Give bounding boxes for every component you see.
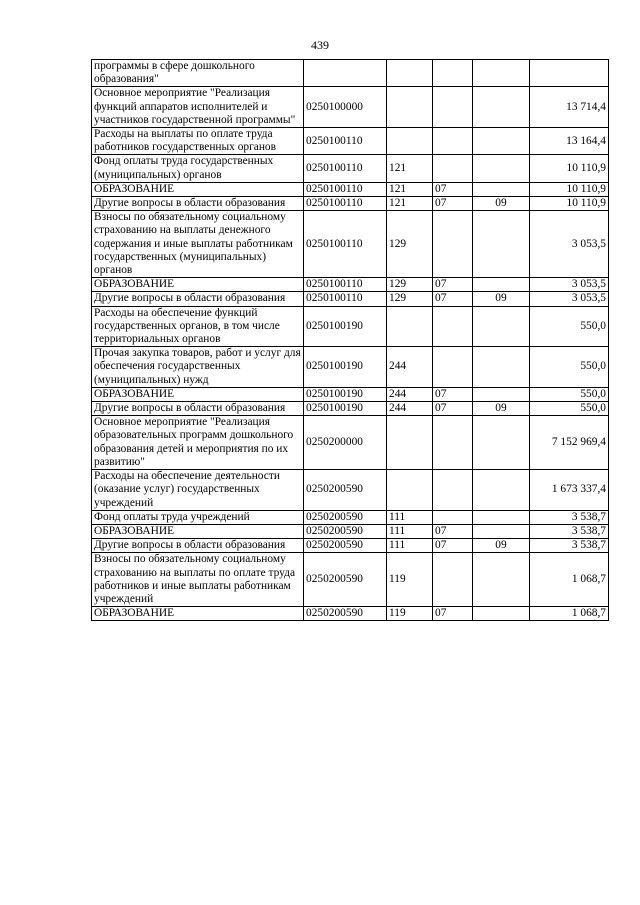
expense-type-code-cell: 244 [387, 402, 433, 416]
expense-type-code-cell: 111 [387, 524, 433, 538]
subsection-code-cell [473, 510, 530, 524]
target-article-code-cell: 0250100000 [304, 87, 387, 128]
expense-name-cell: ОБРАЗОВАНИЕ [92, 387, 304, 401]
expense-type-code-cell: 244 [387, 387, 433, 401]
table-row [92, 387, 609, 401]
subsection-code-cell [473, 278, 530, 292]
target-article-code-cell [304, 60, 387, 87]
section-code-cell: 07 [433, 539, 473, 553]
subsection-code-cell: 09 [473, 539, 530, 553]
expense-name-cell: Основное мероприятие "Реализация функций аппаратов исполнителей и участников государственной программы" [92, 87, 304, 128]
expense-type-code-cell: 129 [387, 292, 433, 306]
expense-type-code-cell [387, 416, 433, 470]
target-article-code-cell: 0250100110 [304, 182, 387, 196]
table-row [92, 182, 609, 196]
section-code-cell: 07 [433, 292, 473, 306]
target-article-code-cell: 0250200000 [304, 416, 387, 470]
section-code-cell [433, 155, 473, 182]
budget-table-body [92, 60, 609, 621]
target-article-code-cell: 0250100110 [304, 197, 387, 211]
expense-name-cell: Расходы на выплаты по оплате труда работников государственных органов [92, 128, 304, 155]
expense-name-cell: Другие вопросы в области образования [92, 539, 304, 553]
expense-type-code-cell [387, 470, 433, 511]
amount-cell: 10 110,9 [530, 155, 609, 182]
amount-cell: 550,0 [530, 306, 609, 347]
expense-type-code-cell: 129 [387, 211, 433, 278]
target-article-code-cell: 0250100110 [304, 128, 387, 155]
subsection-code-cell [473, 211, 530, 278]
section-code-cell: 07 [433, 402, 473, 416]
section-code-cell: 07 [433, 607, 473, 621]
table-row [92, 470, 609, 511]
expense-type-code-cell: 121 [387, 197, 433, 211]
expense-name-cell: программы в сфере дошкольного образования" [92, 60, 304, 87]
expense-name-cell: Взносы по обязательному социальному страхованию на выплаты денежного содержания и иные выплаты работникам государственных (муниципальных) органов [92, 211, 304, 278]
target-article-code-cell: 0250100110 [304, 292, 387, 306]
table-row [92, 553, 609, 607]
target-article-code-cell: 0250200590 [304, 539, 387, 553]
section-code-cell [433, 60, 473, 87]
target-article-code-cell: 0250100190 [304, 306, 387, 347]
expense-type-code-cell [387, 60, 433, 87]
expense-name-cell: ОБРАЗОВАНИЕ [92, 524, 304, 538]
expense-name-cell: Взносы по обязательному социальному страхованию на выплаты по оплате труда работников и иные выплаты работникам учреждений [92, 553, 304, 607]
table-row [92, 197, 609, 211]
section-code-cell [433, 128, 473, 155]
expense-name-cell: Другие вопросы в области образования [92, 197, 304, 211]
subsection-code-cell [473, 306, 530, 347]
amount-cell: 10 110,9 [530, 182, 609, 196]
expense-type-code-cell [387, 87, 433, 128]
subsection-code-cell [473, 347, 530, 388]
expense-name-cell: ОБРАЗОВАНИЕ [92, 607, 304, 621]
subsection-code-cell [473, 128, 530, 155]
expense-type-code-cell: 111 [387, 510, 433, 524]
target-article-code-cell: 0250200590 [304, 510, 387, 524]
target-article-code-cell: 0250200590 [304, 553, 387, 607]
expense-name-cell: ОБРАЗОВАНИЕ [92, 182, 304, 196]
table-row [92, 292, 609, 306]
expense-type-code-cell: 119 [387, 607, 433, 621]
target-article-code-cell: 0250100110 [304, 211, 387, 278]
amount-cell: 1 068,7 [530, 607, 609, 621]
amount-cell: 550,0 [530, 347, 609, 388]
expense-type-code-cell: 111 [387, 539, 433, 553]
target-article-code-cell: 0250200590 [304, 470, 387, 511]
amount-cell: 3 053,5 [530, 292, 609, 306]
subsection-code-cell: 09 [473, 197, 530, 211]
table-row [92, 128, 609, 155]
table-row [92, 60, 609, 87]
amount-cell: 3 538,7 [530, 510, 609, 524]
page-number: 439 [311, 38, 329, 52]
section-code-cell [433, 306, 473, 347]
subsection-code-cell [473, 553, 530, 607]
expense-type-code-cell: 244 [387, 347, 433, 388]
subsection-code-cell [473, 155, 530, 182]
table-row [92, 347, 609, 388]
table-row [92, 510, 609, 524]
table-row [92, 155, 609, 182]
table-row [92, 87, 609, 128]
target-article-code-cell: 0250100190 [304, 387, 387, 401]
table-row [92, 306, 609, 347]
target-article-code-cell: 0250100190 [304, 347, 387, 388]
amount-cell: 3 538,7 [530, 539, 609, 553]
amount-cell: 13 714,4 [530, 87, 609, 128]
table-row [92, 402, 609, 416]
expense-name-cell: Другие вопросы в области образования [92, 402, 304, 416]
amount-cell: 10 110,9 [530, 197, 609, 211]
target-article-code-cell: 0250100110 [304, 278, 387, 292]
amount-cell [530, 60, 609, 87]
subsection-code-cell [473, 416, 530, 470]
section-code-cell: 07 [433, 524, 473, 538]
target-article-code-cell: 0250200590 [304, 607, 387, 621]
expense-name-cell: ОБРАЗОВАНИЕ [92, 278, 304, 292]
section-code-cell: 07 [433, 182, 473, 196]
section-code-cell [433, 211, 473, 278]
subsection-code-cell [473, 87, 530, 128]
table-row [92, 416, 609, 470]
section-code-cell: 07 [433, 278, 473, 292]
section-code-cell [433, 553, 473, 607]
amount-cell: 550,0 [530, 402, 609, 416]
section-code-cell [433, 416, 473, 470]
amount-cell: 3 053,5 [530, 278, 609, 292]
section-code-cell [433, 87, 473, 128]
amount-cell: 3 538,7 [530, 524, 609, 538]
section-code-cell: 07 [433, 387, 473, 401]
table-row [92, 211, 609, 278]
budget-table [91, 59, 609, 621]
amount-cell: 7 152 969,4 [530, 416, 609, 470]
subsection-code-cell: 09 [473, 292, 530, 306]
target-article-code-cell: 0250100110 [304, 155, 387, 182]
subsection-code-cell: 09 [473, 402, 530, 416]
section-code-cell: 07 [433, 197, 473, 211]
subsection-code-cell [473, 524, 530, 538]
expense-type-code-cell: 121 [387, 182, 433, 196]
expense-type-code-cell: 121 [387, 155, 433, 182]
section-code-cell [433, 470, 473, 511]
table-row [92, 539, 609, 553]
expense-name-cell: Расходы на обеспечение функций государственных органов, в том числе территориальных органов [92, 306, 304, 347]
subsection-code-cell [473, 470, 530, 511]
expense-type-code-cell [387, 128, 433, 155]
expense-type-code-cell: 129 [387, 278, 433, 292]
expense-type-code-cell [387, 306, 433, 347]
amount-cell: 1 673 337,4 [530, 470, 609, 511]
expense-name-cell: Прочая закупка товаров, работ и услуг для обеспечения государственных (муниципальных) нужд [92, 347, 304, 388]
amount-cell: 3 053,5 [530, 211, 609, 278]
target-article-code-cell: 0250200590 [304, 524, 387, 538]
expense-name-cell: Расходы на обеспечение деятельности (оказание услуг) государственных учреждений [92, 470, 304, 511]
subsection-code-cell [473, 60, 530, 87]
table-row [92, 278, 609, 292]
subsection-code-cell [473, 182, 530, 196]
subsection-code-cell [473, 607, 530, 621]
subsection-code-cell [473, 387, 530, 401]
expense-name-cell: Фонд оплаты труда государственных (муниципальных) органов [92, 155, 304, 182]
amount-cell: 550,0 [530, 387, 609, 401]
section-code-cell [433, 510, 473, 524]
target-article-code-cell: 0250100190 [304, 402, 387, 416]
section-code-cell [433, 347, 473, 388]
expense-type-code-cell: 119 [387, 553, 433, 607]
expense-name-cell: Другие вопросы в области образования [92, 292, 304, 306]
expense-name-cell: Основное мероприятие "Реализация образовательных программ дошкольного образования детей и мероприятия по их развитию" [92, 416, 304, 470]
table-row [92, 524, 609, 538]
table-row [92, 607, 609, 621]
amount-cell: 1 068,7 [530, 553, 609, 607]
expense-name-cell: Фонд оплаты труда учреждений [92, 510, 304, 524]
amount-cell: 13 164,4 [530, 128, 609, 155]
